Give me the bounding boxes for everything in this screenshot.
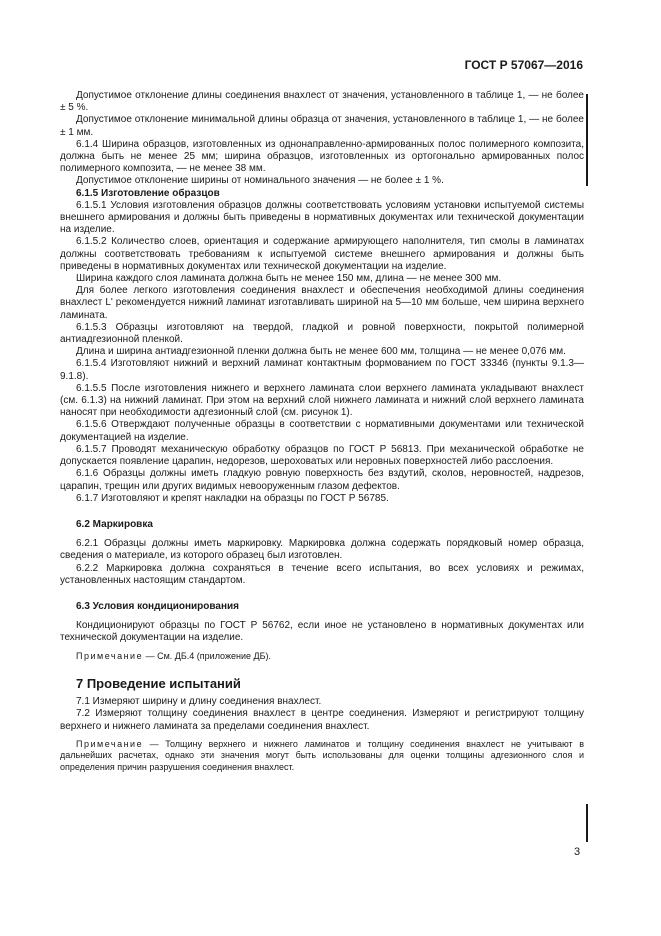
paragraph: 6.1.5.1 Условия изготовления образцов должны соответствовать условиям установки испытуемой системы внешнего армирования и должны быть приведены в нормативных документах или технической документации на изделие. (60, 199, 584, 236)
page-number: 3 (574, 846, 581, 858)
paragraph: 7.1 Измеряют ширину и длину соединения внахлест. (76, 696, 322, 708)
note (60, 739, 584, 774)
paragraph: 6.1.6 Образцы должны иметь гладкую ровную поверхность без вздутий, сколов, неровностей, надрезов, царапин, трещин или других видимых невооруженным глазом дефектов. (60, 468, 584, 492)
paragraph: 6.2.1 Образцы должны иметь маркировку. Маркировка должна содержать порядковый номер образца, сведения о материале, из которого образец был изготовлен. (60, 538, 584, 562)
paragraph: Допустимое отклонение ширины от номинального значения — не более ± 1 %. (76, 175, 444, 187)
change-bar (586, 804, 588, 842)
paragraph: 7.2 Измеряют толщину соединения внахлест в центре соединения. Измеряют и регистрируют толщину верхнего и нижнего ламината за пределами соединения внахлест. (60, 708, 584, 732)
note-text: — Толщину верхнего и нижнего ламинатов и толщину соединения внахлест не учитывают в дальнейших расчетах, однако эти значения могут быть использованы для оценки толщины адгезионного слоя и определения причин разрушения соединения внахлест. (60, 738, 584, 772)
paragraph: Ширина каждого слоя ламината должна быть не менее 150 мм, длина — не менее 300 мм. (76, 273, 502, 285)
note-text: — См. ДБ.4 (приложение ДБ). (143, 650, 271, 661)
note-label: Примечание (76, 650, 144, 661)
paragraph: 6.1.5.4 Изготовляют нижний и верхний ламинат контактным формованием по ГОСТ 33346 (пункты 9.1.3—9.1.8). (60, 358, 584, 382)
paragraph: 6.1.5.7 Проводят механическую обработку образцов по ГОСТ Р 56813. При механической обработке не допускается появление царапин, недорезов, шероховатых или неровных поверхностей либо расслоения. (60, 443, 584, 468)
document-code: ГОСТ Р 57067—2016 (464, 58, 583, 72)
paragraph: Допустимое отклонение длины соединения внахлест от значения, установленного в таблице 1, — не более ± 5 %. (60, 90, 584, 114)
page-content (60, 90, 584, 773)
paragraph: 6.1.4 Ширина образцов, изготовленных из однонаправленно-армированных полос полимерного композита, должна быть не менее 25 мм; ширина образцов, изготовленных из ортогонально армированных полос полимерного композита, — не менее 38 мм. (60, 138, 584, 175)
paragraph: 6.1.5.2 Количество слоев, ориентация и содержание армирующего наполнителя, тип смолы в ламинатах должны соответствовать требованиям к испытуемой системе внешнего армирования и должны быть приведены в нормативных документах или технической документации на изделие. (60, 236, 584, 272)
paragraph: 6.1.5.3 Образцы изготовляют на твердой, гладкой и ровной поверхности, покрытой полимерной антиадгезионной пленкой. (60, 321, 584, 346)
note (60, 651, 584, 663)
subsection-heading: 6.1.5 Изготовление образцов (76, 187, 220, 199)
change-bar (586, 94, 588, 186)
section-heading: 6.3 Условия кондиционирования (76, 600, 239, 612)
paragraph: 6.2.2 Маркировка должна сохраняться в течение всего испытания, во всех условиях и режимах, установленных настоящим стандартом. (60, 562, 584, 586)
paragraph: 6.1.5.6 Отверждают полученные образцы в соответствии с нормативными документами или технической документацией на изделие. (60, 419, 584, 443)
paragraph: Кондиционируют образцы по ГОСТ Р 56762, если иное не установлено в нормативных документах или технической документации на изделие. (60, 620, 584, 644)
section-heading: 6.2 Маркировка (76, 518, 153, 530)
paragraph: Допустимое отклонение минимальной длины образца от значения, установленного в таблице 1, — не более ± 1 мм. (60, 114, 584, 138)
paragraph: Длина и ширина антиадгезионной пленки должна быть не менее 600 мм, толщина — не менее 0,076 мм. (76, 346, 566, 358)
paragraph: Для более легкого изготовления соединения внахлест и обеспечения необходимой длины соединения внахлест L' рекомендуется нижний ламинат изготавливать шириной на 5—10 мм больше, чем ширина верхнего ламината. (60, 285, 584, 321)
paragraph: 6.1.5.5 После изготовления нижнего и верхнего ламината слои верхнего ламината укладывают внахлест (см. 6.1.3) на нижний ламинат. При этом на верхний слой нижнего ламината и нижний слой верхнего ламината наносят при необходимости адгезионный слой (см. рисунок 1). (60, 382, 584, 419)
note-label: Примечание (76, 738, 144, 749)
paragraph: 6.1.7 Изготовляют и крепят накладки на образцы по ГОСТ Р 56785. (76, 492, 389, 504)
chapter-heading: 7 Проведение испытаний (76, 676, 241, 692)
